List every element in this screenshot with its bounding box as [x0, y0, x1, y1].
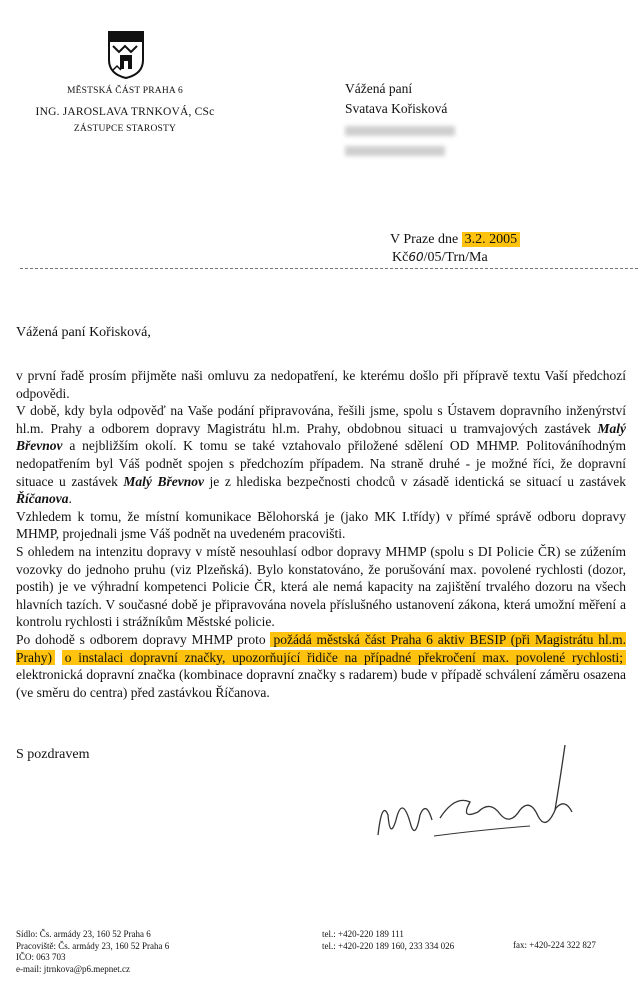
- stop-name: Říčanova: [16, 491, 69, 507]
- sender-role: ZÁSTUPCE STAROSTY: [73, 124, 177, 134]
- header-divider: [20, 268, 638, 269]
- paragraph-mhmp: Vzhledem k tomu, že místní komunikace Bělohorská je (jako MK I.třídy) v přímé správě odboru dopravy MHMP, projednali jsme Váš podnět na uvedeném pracovišti.: [16, 508, 626, 542]
- highlight-besip: požádá městská část Praha 6 aktiv BESIP (při Magistrátu hl.m. Prahy): [16, 631, 626, 665]
- footer-ico: IČO: 063 703: [16, 952, 66, 962]
- stop-name: Malý Břevnov: [16, 420, 626, 454]
- closing: S pozdravem: [16, 747, 90, 762]
- date-prefix: V Praze dne: [390, 232, 459, 247]
- reference-suffix: /05/Trn/Ma: [423, 250, 488, 265]
- letter-body: [16, 367, 626, 701]
- stop-name: Malý Břevnov: [123, 473, 204, 489]
- reference-prefix: Kč: [392, 250, 409, 265]
- footer-phones: [322, 929, 454, 952]
- sender-name: ING. JAROSLAVA TRNKOVÁ, CSc: [35, 106, 215, 118]
- paragraph-agreement: Po dohodě s odborem dopravy MHMP proto požádá městská část Praha 6 aktiv BESIP (při Magistrátu hl.m. Prahy) o instalaci dopravní značky, upozorňující řidiče na případné překročení max. povolené rychlosti; elektronická dopravní značka (kombinace dopravní značky s radarem) bude v případě schválení záměru osazena (ve směru do centra) před zastávkou Říčanova.: [16, 631, 626, 700]
- footer-fax: fax: +420-224 322 827: [513, 940, 596, 950]
- footer-office: Pracoviště: Čs. armády 23, 160 52 Praha 6: [16, 940, 170, 951]
- recipient-name: Svatava Kořisková: [345, 101, 448, 116]
- reference-handwritten: 60: [408, 250, 424, 264]
- paragraph-apology: v první řadě prosím přijměte naši omluvu za nedopatření, ke kterému došlo při přípravě textu Vaší předchozí odpovědi.: [16, 368, 626, 401]
- paragraph-background: V době, kdy byla odpověď na Vaše podání připravována, řešili jsme, spolu s Ústavem dopravního inženýrství hl.m. Prahy a odborem dopravy Magistrátu hl.m. Prahy, obdobnou situaci u tramvajových zastávek Malý Břevnov a nejbližším okolí. K tomu se také vztahovalo přiložené sdělení OD MHMP. Politováníhodným nedopatřením byl Váš podnět spojen s předchozím případem. Na straně druhé - je možné říci, že dopravní situace u zastávek Malý Břevnov je z hlediska bezpečnosti chodců v zásadě identická se situací u zastávek Říčanova.: [16, 403, 627, 507]
- sender-org: MĚSTSKÁ ČÁST PRAHA 6: [66, 86, 183, 96]
- coat-of-arms-logo: [107, 30, 145, 80]
- salutation: Vážená paní Kořisková,: [16, 325, 151, 340]
- redacted-city-line: [345, 146, 445, 156]
- reference-number: [392, 250, 488, 266]
- footer-tel1: tel.: +420-220 189 111: [322, 929, 404, 939]
- footer-address: [16, 929, 169, 975]
- date-value: 3.2. 2005: [462, 232, 521, 247]
- handwritten-signature: [360, 740, 600, 860]
- footer-tel2: tel.: +420-220 189 160, 233 334 026: [322, 940, 455, 951]
- footer-seat: Sídlo: Čs. armády 23, 160 52 Praha 6: [16, 929, 151, 939]
- redacted-address-line: [345, 126, 455, 136]
- date-line: [390, 232, 520, 248]
- footer-email: e-mail: jtrnkova@p6.mepnet.cz: [16, 963, 130, 974]
- paragraph-traffic: S ohledem na intenzitu dopravy v místě nesouhlasí odbor dopravy MHMP (spolu s DI Policie ČR) se zúžením vozovky do jednoho pruhu (viz Plzeňská). Bylo konstatováno, že porušování max. povolené rychlosti (dozor, postih) je ve výhradní kompetenci Policie ČR, která ale nemá kapacity na zajištění trvalého dozoru na všech hlavních tazích. V současné době je připravována novela příslušného ustanovení zákona, která umožní měření a kontrolu rychlosti i strážníkům Městské policie.: [16, 543, 626, 630]
- recipient-greeting: Vážená paní: [345, 81, 413, 96]
- highlight-sign: o instalaci dopravní značky, upozorňující řidiče na případné překročení max. povolené rychlosti;: [62, 650, 626, 665]
